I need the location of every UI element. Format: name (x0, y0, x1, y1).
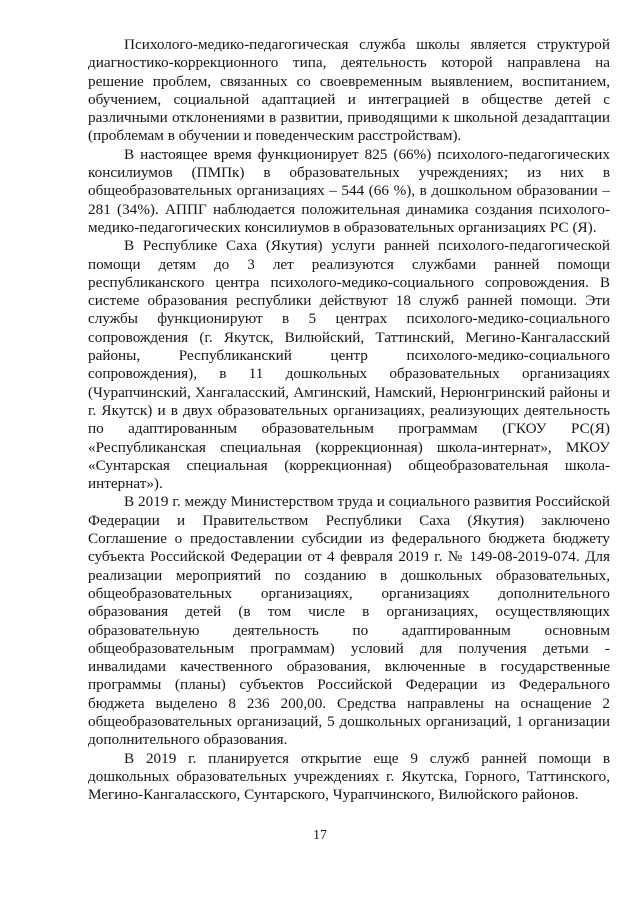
page-number: 17 (313, 828, 327, 843)
paragraph-2019-agreement: В 2019 г. между Министерством труда и социального развития Российской Федерации и Правительством Республики Саха (Якутия) заключено Соглашение о предоставлении субсидии из федерального бюджета бюджету субъекта Российской Федерации от 4 февраля 2019 г. № 149-08-2019-074. Для реализации мероприятий по созданию в дошкольных образовательных, общеобразовательных организациях, организациях дополнительного образования детей (в том числе в организациях, осуществляющих образовательную деятельность по адаптированным основным общеобразовательным программам) условий для получения детьми - инвалидами качественного образования, включенные в государственные программы (планы) субъектов Российской Федерации из Федерального бюджета выделено 8 236 200,00. Средства направлены на оснащение 2 общеобразовательных организаций, 5 дошкольных организаций, 1 организации дополнительного образования. (88, 493, 610, 749)
paragraph-2019-plans: В 2019 г. планируется открытие еще 9 служб ранней помощи в дошкольных образовательных учреждениях г. Якутска, Горного, Таттинского, Мегино-Кангаласского, Сунтарского, Чурапчинского, Вилюйского районов. (88, 749, 610, 804)
document-body (88, 36, 610, 804)
paragraph-early-help-services: В Республике Саха (Якутия) услуги ранней психолого-педагогической помощи детям до 3 лет реализуются службами ранней помощи республиканского центра психолого-медико-социального сопровождения. В системе образования республики действуют 18 служб ранней помощи. Эти службы функционируют в 5 центрах психолого-медико-социального сопровождения (г. Якутск, Вилюйский, Таттинский, Мегино-Кангаласский районы, Республиканский центр психолого-медико-социального сопровождения), в 11 дошкольных образовательных организациях (Чурапчинский, Хангаласский, Амгинский, Намский, Нерюнгринский районы и г. Якутск) и в двух образовательных организациях, реализующих деятельность по адаптированным образовательным программам (ГКОУ РС(Я) «Республиканская специальная (коррекционная) школа-интернат», МКОУ «Сунтарская специальная (коррекционная) общеобразовательная школа-интернат»). (88, 237, 610, 493)
paragraph-pmpk-statistics: В настоящее время функционирует 825 (66%) психолого-педагогических консилиумов (ПМПк) в образовательных учреждениях; из них в общеобразовательных организациях – 544 (66 %), в дошкольном образовании – 281 (34%). АППГ наблюдается положительная динамика создания психолого-медико-педагогических консилиумов в образовательных организациях РС (Я). (88, 145, 610, 236)
paragraph-pmp-service: Психолого-медико-педагогическая служба школы является структурой диагностико-коррекционного типа, деятельность которой направлена на решение проблем, связанных со своевременным выявлением, воспитанием, обучением, социальной адаптацией и интеграцией в обществе детей с различными отклонениями в развитии, приводящими к школьной дезадаптации (проблемам в обучении и поведенческим расстройствам). (88, 36, 610, 145)
